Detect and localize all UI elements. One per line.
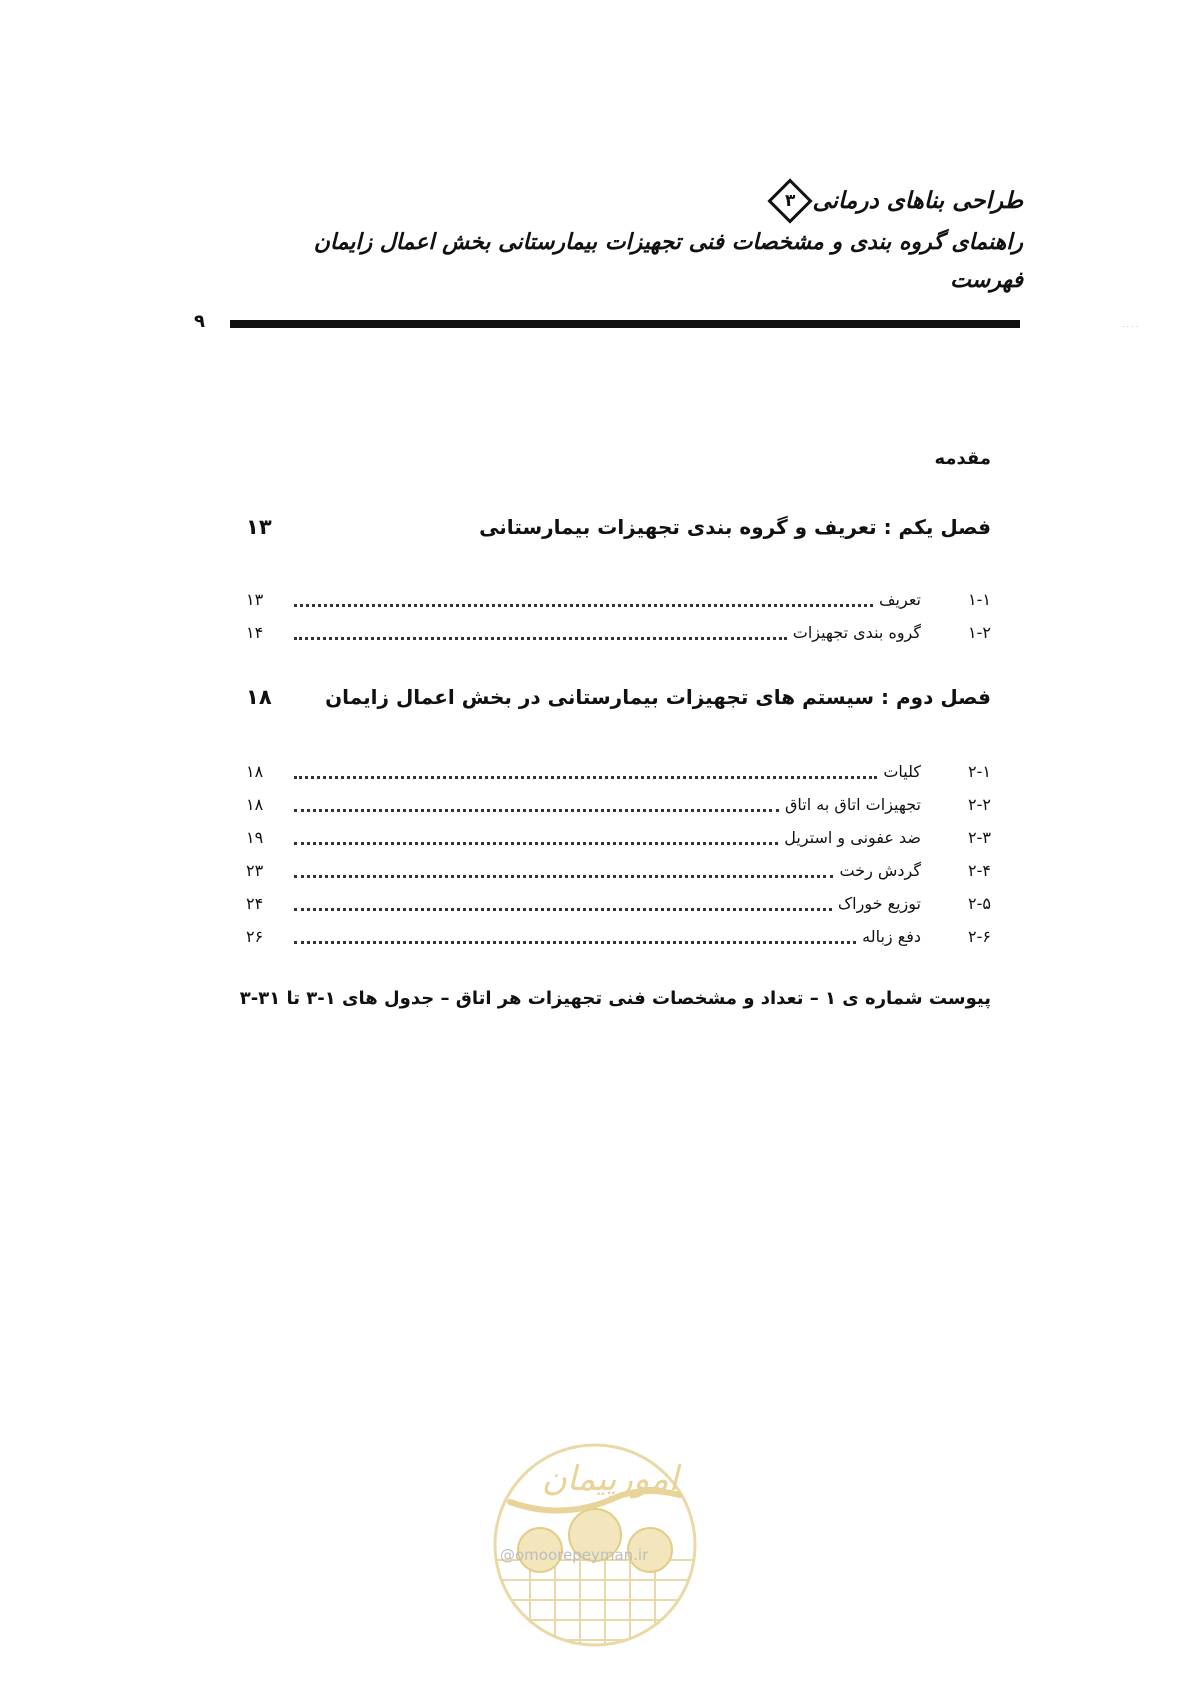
- toc-item: [246, 758, 991, 784]
- item-label: گردش رخت: [839, 860, 921, 880]
- toc-appendix: پیوست شماره ی ۱ – تعداد و مشخصات فنی تجهیزات هر اتاق – جدول های ۱-۳ تا ۳۱-۳: [239, 988, 991, 1009]
- item-number: ۲-۲: [968, 794, 991, 814]
- item-page: ۲۶: [246, 926, 264, 946]
- chapter-title: فصل یکم : تعریف و گروه بندی تجهیزات بیمارستانی: [479, 515, 991, 539]
- chapter-title: فصل دوم : سیستم های تجهیزات بیمارستانی در بخش اعمال زایمان: [325, 685, 991, 709]
- item-label: دفع زباله: [862, 926, 921, 946]
- item-number: ۲-۳: [968, 827, 991, 847]
- item-number: ۲-۶: [968, 926, 991, 946]
- toc-item: [246, 586, 991, 612]
- dot-leader: [294, 764, 877, 779]
- toc-item: [246, 791, 991, 817]
- dot-leader: [294, 830, 778, 845]
- toc-item: [246, 619, 991, 645]
- item-number: ۲-۱: [968, 761, 991, 781]
- toc-item: [246, 857, 991, 883]
- item-page: ۱۹: [246, 827, 264, 847]
- item-page: ۲۳: [246, 860, 264, 880]
- header-rule: [230, 320, 1020, 328]
- toc-intro: مقدمه: [934, 448, 991, 469]
- toc-item: [246, 890, 991, 916]
- watermark-logo: [490, 1440, 700, 1650]
- item-page: ۱۳: [246, 589, 264, 609]
- header-title-line: [772, 183, 1023, 219]
- header-title: طراحی بناهای درمانی: [812, 188, 1023, 214]
- dot-leader: [294, 863, 833, 878]
- item-page: ۱۸: [246, 794, 264, 814]
- item-page: ۲۴: [246, 893, 264, 913]
- header-subtitle: راهنمای گروه بندی و مشخصات فنی تجهیزات بیمارستانی بخش اعمال زایمان: [313, 230, 1023, 255]
- dot-leader: [294, 592, 873, 607]
- item-label: تجهیزات اتاق به اتاق: [785, 794, 921, 814]
- dot-leader: [294, 929, 856, 944]
- watermark-logo-text: امورپیمان: [541, 1459, 679, 1499]
- header-section: فهرست: [950, 268, 1023, 293]
- toc-item: [246, 824, 991, 850]
- chapter-page: ۱۳: [246, 515, 272, 539]
- item-label: کلیات: [883, 761, 921, 781]
- chapter-page: ۱۸: [246, 685, 272, 709]
- volume-number: ۳: [785, 191, 796, 212]
- item-number: ۲-۵: [968, 893, 991, 913]
- item-number: ۲-۴: [968, 860, 991, 880]
- toc-item: [246, 923, 991, 949]
- page-number: ۹: [194, 311, 205, 332]
- toc-chapter-1: [246, 510, 991, 544]
- dot-leader: [294, 797, 779, 812]
- watermark-site: @omoorepeyman.ir: [500, 1546, 649, 1564]
- item-label: گروه بندی تجهیزات: [792, 622, 921, 642]
- item-label: ضد عفونی و استریل: [784, 827, 921, 847]
- item-number: ۱-۱: [968, 589, 991, 609]
- item-page: ۱۴: [246, 622, 264, 642]
- dot-leader: [294, 625, 787, 640]
- item-number: ۱-۲: [968, 622, 991, 642]
- volume-badge: [772, 183, 808, 219]
- item-page: ۱۸: [246, 761, 264, 781]
- scan-artifact: ....: [1122, 320, 1141, 329]
- dot-leader: [294, 896, 832, 911]
- item-label: تعریف: [878, 589, 921, 609]
- item-label: توزیع خوراک: [837, 893, 921, 913]
- toc-chapter-2: [246, 680, 991, 714]
